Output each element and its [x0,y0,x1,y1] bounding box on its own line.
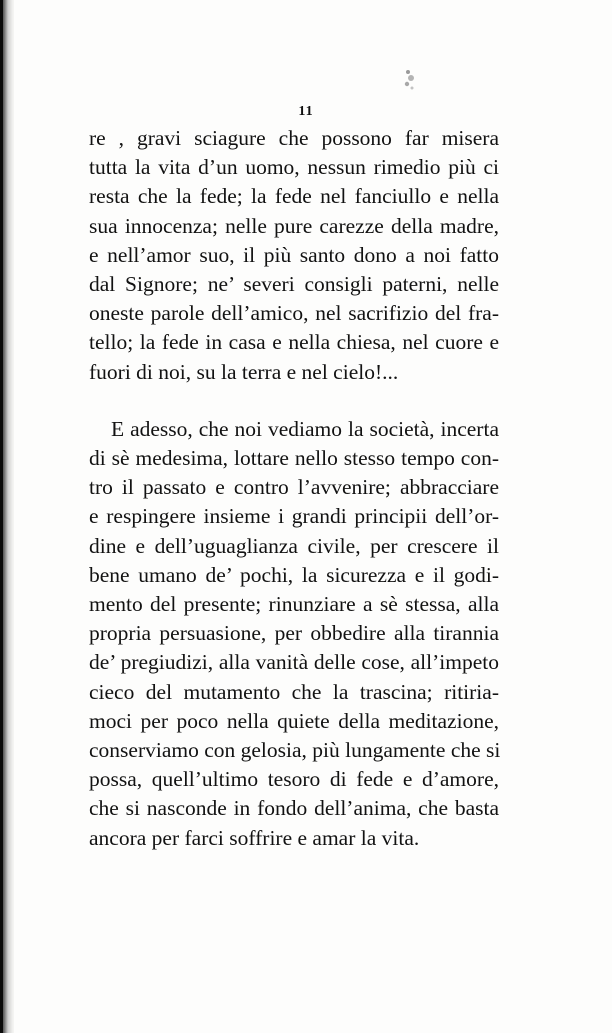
text-line: dine e dell’uguaglianza civile, per crescere il [89,533,499,558]
text-line: tro il passato e contro l’avvenire; abbracciare [89,475,499,500]
paragraph-1 [89,124,499,387]
text-line: di sè medesima, lottare nello stesso tempo con- [89,446,499,471]
text-line: e respingere insieme i grandi principii dell’or- [89,504,499,529]
text-line: moci per poco nella quiete della meditazione, [89,708,499,733]
text-line: tello; la fede in casa e nella chiesa, nel cuore e [89,330,499,355]
page-binding-edge [0,0,3,1033]
text-line: E adesso, che noi vediamo la società, incerta [111,416,499,441]
ink-speck [400,66,418,92]
text-line: mento del presente; rinunziare a sè stessa, alla [89,592,499,617]
text-line: resta che la fede; la fede nel fanciullo e nella [89,184,499,209]
text-line: de’ pregiudizi, alla vanità delle cose, all’impeto [89,650,499,675]
text-line: tutta la vita d’un uomo, nessun rimedio più ci [89,155,499,180]
body-text [89,124,499,853]
text-line: re , gravi sciagure che possono far misera [89,126,499,150]
text-line: e nell’amor suo, il più santo dono a noi fatto [89,242,499,267]
page-number: 11 [298,104,314,119]
text-line: possa, quell’ultimo tesoro di fede e d’amore, [89,767,499,792]
text-line: propria persuasione, per obbedire alla tirannia [89,621,499,646]
text-line: fuori di noi, su la terra e nel cielo!... [89,359,399,384]
paragraph-gap [89,387,499,415]
text-line: dal Signore; ne’ severi consigli paterni, nelle [89,272,499,297]
text-line: sua innocenza; nelle pure carezze della madre, [89,213,499,238]
paragraph-2 [89,415,499,853]
text-line: ancora per farci soffrire e amar la vita. [89,825,420,850]
text-line: oneste parole dell’amico, nel sacrifizio del fra- [89,301,499,326]
text-line: che si nasconde in fondo dell’anima, che basta [89,796,499,821]
text-line: conserviamo con gelosia, più lungamente che si [89,738,501,763]
text-line: bene umano de’ pochi, la sicurezza e il godi- [89,562,499,587]
text-line: cieco del mutamento che la trascina; ritiria- [89,679,499,704]
